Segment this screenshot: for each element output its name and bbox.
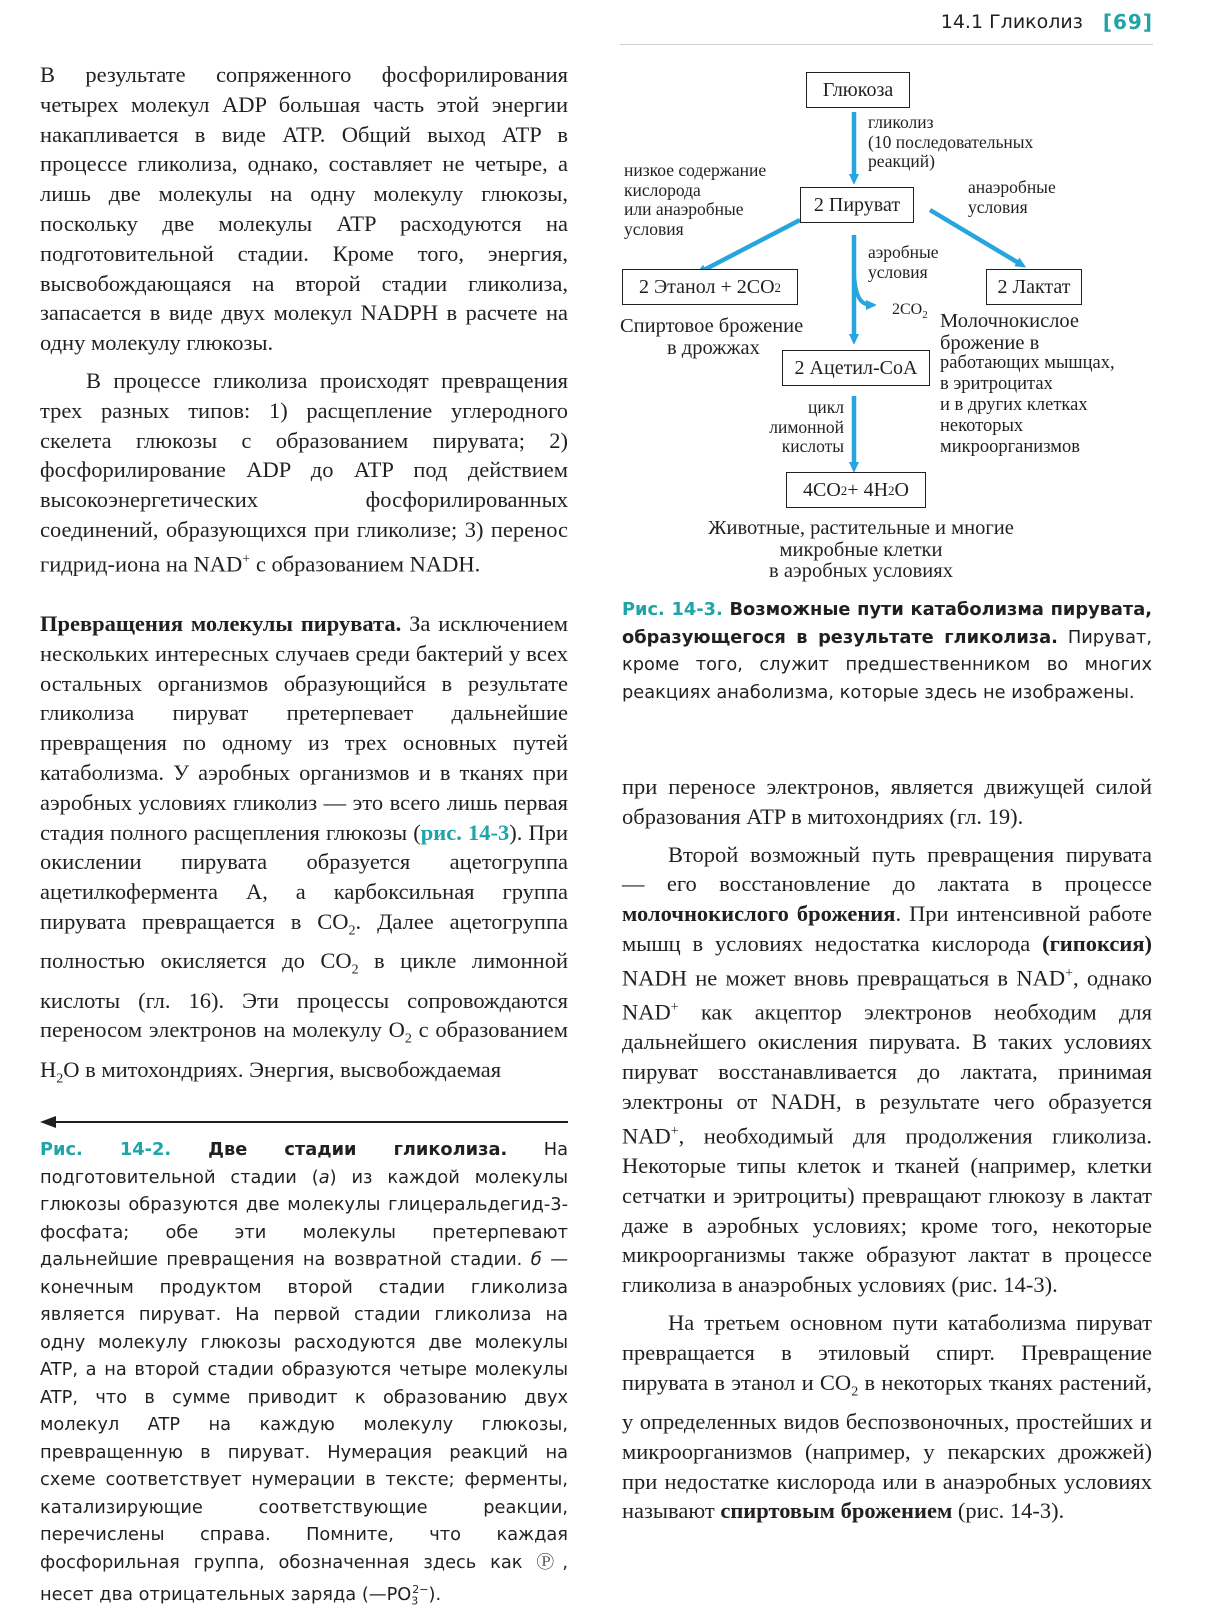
caption-number: Рис. 14-2. xyxy=(40,1139,172,1160)
caption-fig-14-2: Рис. 14-2. Две стадии гликолиза. На подготовительной стадии (а) из каждой молекулы глюкозы образуются две молекулы глицеральдегид-3-фосфата; обе эти молекулы претерпевают дальнейшие превращения на возвратной стадии. б — конечным продуктом второй стадии гликолиза является пируват. На первой стадии гликолиза на одну молекулу глюкозы расходуются две молекулы ATP, а на второй стадии образуются четыре молекулы ATP, что в сумме приводит к образованию двух молекул ATP на каждую молекулу глюкозы, превращенную в пируват. Нумерация реакций на схеме соответствует нумерации в тексте; ферменты, катализирующие соответствующие реакции, перечислены справа. Помните, что каждая фосфорильная группа, обозначенная здесь как Ⓟ, несет два отрицательных заряда $(—PO_3^{2-})$. xyxy=(40,1139,568,1608)
figure-ref-link[interactable]: рис. 14-3 xyxy=(420,819,510,845)
low-oxygen-label: низкое содержание кислорода или анаэробные условия xyxy=(624,160,767,239)
acetyl-coa-box: 2 Ацетил-CoA xyxy=(782,350,930,386)
caption-number: Рис. 14-3. xyxy=(622,599,723,620)
left-column xyxy=(40,60,568,1094)
running-header xyxy=(941,4,1153,40)
caption-fig-14-3: Рис. 14-3. Возможные пути катаболизма пирувата, образующегося в результате гликолиза. Пируват, кроме того, служит предшественником во многих реакциях анаболизма, которые здесь не изображены. xyxy=(622,599,1152,703)
figure-pointer-arrow xyxy=(40,1112,568,1132)
glycolysis-label: гликолиз (10 последовательных реакций) xyxy=(868,112,1034,171)
paragraph-electron-transfer: при переносе электронов, является движущей силой образования ATP в митохондриях (гл. 19). xyxy=(622,774,1152,829)
page-number: [69] xyxy=(1102,10,1153,34)
section-heading: Превращения молекулы пирувата. xyxy=(40,611,402,637)
ethanol-box: 2 Этанол + 2CO 2 xyxy=(622,269,798,305)
term-hypoxia: (гипоксия) xyxy=(1042,930,1152,956)
header-rule xyxy=(620,44,1153,45)
lactic-fermentation-detail: работающих мышцах, в эритроцитах и в других клетках некоторых микроорганизмов xyxy=(940,353,1115,457)
lactic-fermentation-label: Молочнокислое брожение в xyxy=(940,310,1080,354)
right-column xyxy=(622,772,1152,1526)
glucose-box: Глюкоза xyxy=(806,72,910,108)
paragraph-pyruvate: Превращения молекулы пирувата. За исключением нескольких интересных случаев среди бактерий у всех остальных организмов образующийся в результате гликолиза пируват претерпевает дальнейшие превращения по одному из трех основных путей катаболизма. У аэробных организмов и в тканях при аэробных условиях гликолиз — это всего лишь первая стадия полного расщепления глюкозы (рис. 14-3). При окислении пирувата образуется ацетогруппа ацетилкофермента А, а карбоксильная группа пирувата превращается в $CO_2$. Далее ацетогруппа полностью окисляется до $CO_2$ в цикле лимонной кислоты (гл. 16). Эти процессы сопровождаются переносом электронов на молекулу $O_2$ с образованием $H_2O$ в митохондриях. Энергия, высвобождаемая xyxy=(40,611,568,1087)
paragraph-atp-yield: В результате сопряженного фосфорилирования четырех молекул ADP большая часть этой энергии накапливается в виде ATP. Общий выход ATP в процессе гликолиза, однако, составляет не четыре, а лишь две молекулы на одну молекулу глюкозы, поскольку две молекулы ATP расходуются на подготовительной стадии. Кроме того, энергия, высвобождающаяся на второй стадии гликолиза, запасается в виде двух молекул NADPH в расчете на одну молекулу глюкозы. xyxy=(40,62,568,356)
section-label: 14.1 Гликолиз xyxy=(940,11,1083,33)
term-lactic-fermentation: молочнокислого брожения xyxy=(622,901,896,927)
lactate-box: 2 Лактат xyxy=(986,269,1082,305)
pyruvate-box: 2 Пируват xyxy=(800,187,914,223)
alcohol-fermentation-label: Спиртовое брожение в дрожжах xyxy=(620,315,804,359)
co2-release-label: $2CO_2$ xyxy=(892,301,928,322)
pyruvate-pathways-diagram xyxy=(600,60,1180,590)
paragraph-alcohol-fermentation: На третьем основном пути катаболизма пируват превращается в этиловый спирт. Превращение пирувата в этанол и $CO_2$ в некоторых тканях растений, у определенных видов беспозвоночных, простейших и микроорганизмов (например, у пекарских дрожжей) при недостатке кислорода или в анаэробных условиях называют спиртовым брожением (рис. 14-3). xyxy=(622,1310,1152,1524)
term-alcohol-fermentation: спиртовым брожением xyxy=(720,1498,953,1524)
paragraph-lactic-fermentation: Второй возможный путь превращения пирувата — его восстановление до лактата в процессе молочнокислого брожения. При интенсивной работе мышц в условиях недостатка кислорода (гипоксия) NADH не может вновь превращаться в NAD+, однако NAD+ как акцептор электронов необходим для дальнейшего окисления пирувата. В таких условиях пируват восстанавливается до лактата, принимая электроны от NADH, в результате чего образуется NAD+, необходимый для продолжения гликолиза. Некоторые типы клеток и тканей (например, клетки сетчатки и эритроциты) превращают глюкозу в лактат даже в аэробных условиях; кроме того, некоторые микроорганизмы также образуют лактат в процессе гликолиза в анаэробных условиях (рис. 14-3). xyxy=(622,841,1152,1298)
aerobic-cells-label: Животные, растительные и многие микробные клетки в аэробных условиях xyxy=(708,517,1014,582)
citric-acid-cycle-label: цикл лимонной кислоты xyxy=(769,397,844,456)
aerobic-label: аэробные условия xyxy=(868,242,939,282)
paragraph-three-types: В процессе гликолиза происходят превращения трех разных типов: 1) расщепление углеродного скелета глюкозы с образованием пирувата; 2) фосфорилирование ADP до ATP под действием высокоэнергетических фосфорилированных соединений, образующихся при гликолизе; 3) перенос гидрид-иона на NAD+ с образованием NADH. xyxy=(40,367,568,577)
final-products-box: 4CO 2 + 4H 2 O xyxy=(786,472,926,508)
anaerobic-label: анаэробные условия xyxy=(968,177,1056,217)
